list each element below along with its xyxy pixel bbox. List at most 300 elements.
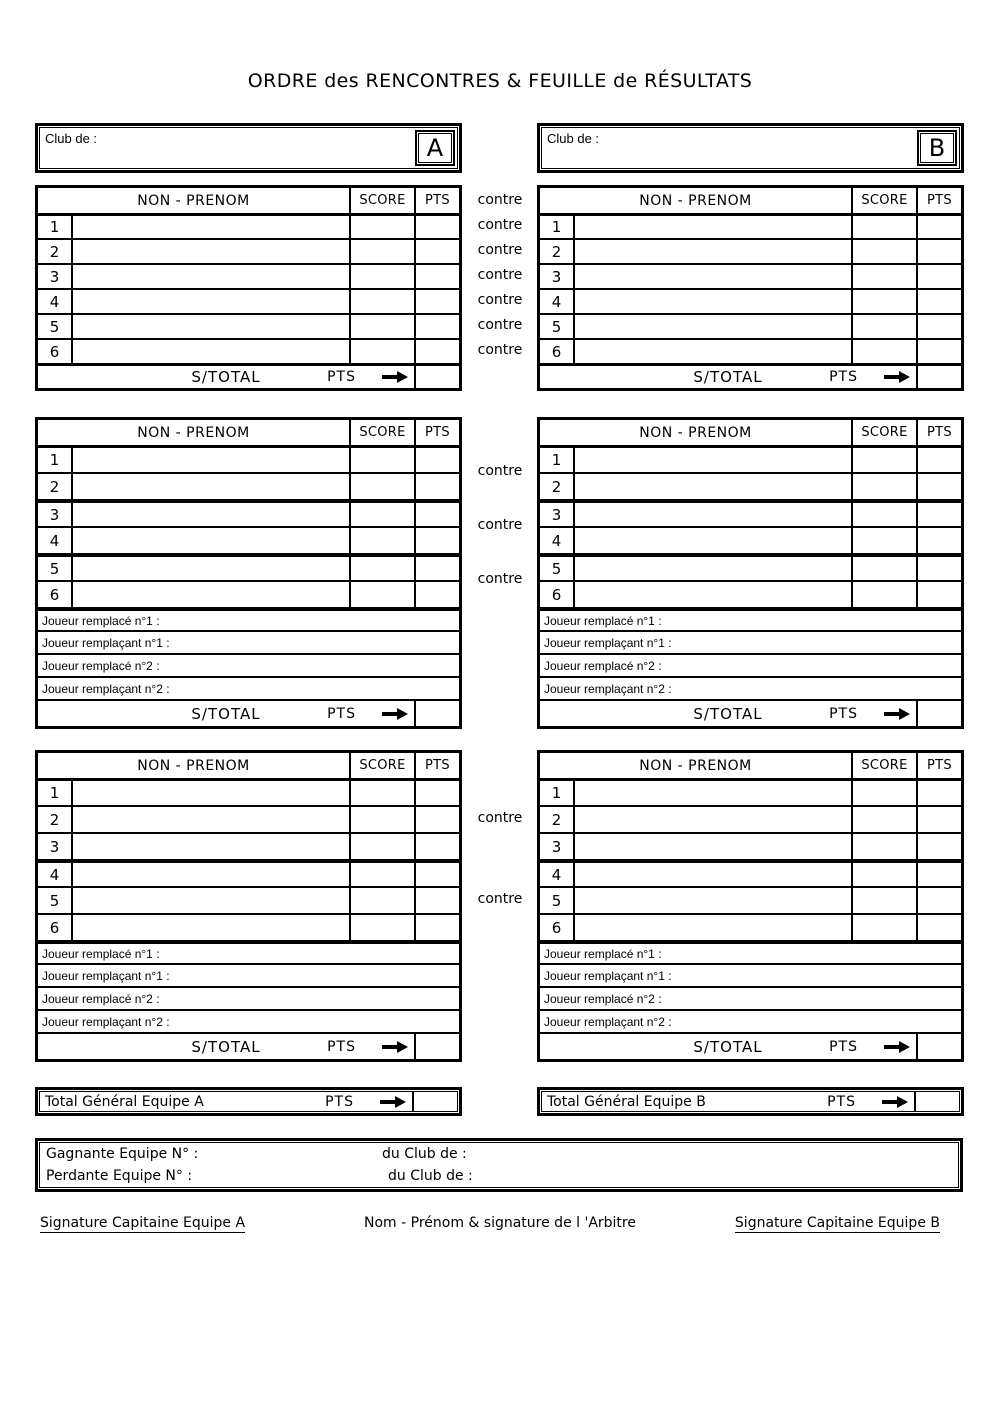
- pts-cell[interactable]: [916, 781, 961, 805]
- pts-cell[interactable]: [916, 290, 961, 313]
- row-number: 2: [38, 807, 73, 832]
- table-header-row: [540, 753, 961, 778]
- subtotal-pts-cell[interactable]: [916, 1034, 961, 1059]
- row-number: 3: [38, 834, 73, 859]
- replaced-2-input[interactable]: [662, 988, 961, 1009]
- pts-cell[interactable]: [916, 528, 961, 553]
- contre-label: contre: [477, 810, 523, 826]
- pts-cell[interactable]: [414, 474, 459, 499]
- total-general-a-label: Total Général Equipe A: [45, 1093, 204, 1110]
- score-cell[interactable]: [851, 557, 916, 580]
- subtotal-row: [38, 363, 459, 388]
- pts-cell[interactable]: [916, 915, 961, 940]
- row-number: 4: [38, 290, 73, 313]
- col-header-pts: PTS: [916, 188, 961, 213]
- player-row: [38, 886, 459, 913]
- player-name-cell[interactable]: [575, 781, 851, 805]
- score-cell[interactable]: [349, 528, 414, 553]
- player-row: [540, 313, 961, 338]
- player-name-cell[interactable]: [73, 888, 349, 913]
- player-row: [540, 886, 961, 913]
- table-header-row: [38, 753, 459, 778]
- loser-club-blank[interactable]: [486, 1168, 950, 1188]
- player-row: [38, 832, 459, 859]
- row-number: 5: [540, 888, 575, 913]
- arrow-right-icon: [884, 371, 910, 383]
- winner-club-blank[interactable]: [480, 1146, 950, 1166]
- replaced-2-row: [38, 653, 459, 676]
- club-b-name-input[interactable]: [544, 148, 911, 166]
- row-number: 5: [38, 888, 73, 913]
- score-cell[interactable]: [851, 315, 916, 338]
- player-row: [540, 263, 961, 288]
- col-header-non-prenom: NON - PRENOM: [639, 757, 752, 774]
- player-name-cell[interactable]: [73, 834, 349, 859]
- row-number: 1: [38, 216, 73, 238]
- row-number: 3: [540, 503, 575, 526]
- player-name-cell[interactable]: [73, 216, 349, 238]
- score-cell[interactable]: [349, 315, 414, 338]
- col-header-score: SCORE: [851, 188, 916, 213]
- replacing-2-row: [38, 676, 459, 699]
- subtotal-row: [540, 363, 961, 388]
- row-number: 5: [540, 315, 575, 338]
- subtotal-label: S/TOTAL: [191, 704, 261, 723]
- replaced-1-label: Joueur remplacé n°1 :: [544, 946, 662, 961]
- subtotal-pts-cell[interactable]: [916, 366, 961, 388]
- player-row: [540, 445, 961, 472]
- row-number: 1: [38, 781, 73, 805]
- player-name-cell[interactable]: [575, 807, 851, 832]
- replaced-1-input[interactable]: [662, 611, 961, 630]
- pts-cell[interactable]: [414, 503, 459, 526]
- row-number: 4: [540, 290, 575, 313]
- table-header-row: [38, 188, 459, 213]
- score-cell[interactable]: [851, 474, 916, 499]
- score-cell[interactable]: [851, 340, 916, 363]
- score-cell[interactable]: [851, 265, 916, 288]
- score-cell[interactable]: [851, 863, 916, 886]
- row-number: 2: [540, 474, 575, 499]
- score-cell[interactable]: [349, 915, 414, 940]
- team-a-round1-table: [35, 185, 462, 391]
- score-cell[interactable]: [349, 216, 414, 238]
- player-row: [540, 553, 961, 580]
- pts-cell[interactable]: [414, 915, 459, 940]
- player-row: [38, 526, 459, 553]
- replaced-2-row: [38, 986, 459, 1009]
- club-a-box: [35, 123, 462, 173]
- contre-label: contre: [477, 342, 523, 358]
- replacing-1-input[interactable]: [170, 965, 459, 986]
- subtotal-row: [38, 1032, 459, 1059]
- player-name-cell[interactable]: [575, 240, 851, 263]
- contre-label: contre: [477, 463, 523, 479]
- club-b-box: [537, 123, 964, 173]
- replaced-2-label: Joueur remplacé n°2 :: [544, 991, 662, 1006]
- replaced-2-row: [540, 653, 961, 676]
- subtotal-pts-cell[interactable]: [916, 701, 961, 726]
- player-row: [540, 832, 961, 859]
- pts-cell[interactable]: [916, 240, 961, 263]
- col-header-non-prenom: NON - PRENOM: [639, 424, 752, 441]
- pts-cell[interactable]: [414, 807, 459, 832]
- player-name-cell[interactable]: [575, 265, 851, 288]
- score-cell[interactable]: [851, 915, 916, 940]
- total-general-b-pts-cell[interactable]: [914, 1092, 959, 1111]
- arrow-right-icon: [882, 1096, 908, 1108]
- replacing-1-row: [540, 963, 961, 986]
- subtotal-pts-label: PTS: [327, 369, 356, 385]
- subtotal-label: S/TOTAL: [191, 368, 261, 386]
- player-row: [540, 238, 961, 263]
- score-cell[interactable]: [851, 781, 916, 805]
- subtotal-label: S/TOTAL: [693, 1037, 763, 1056]
- player-name-cell[interactable]: [73, 240, 349, 263]
- subtotal-row: [540, 699, 961, 726]
- col-header-non-prenom: NON - PRENOM: [137, 192, 250, 209]
- contre-label: contre: [477, 891, 523, 907]
- pts-cell[interactable]: [916, 863, 961, 886]
- winner-number-blank[interactable]: [200, 1146, 375, 1166]
- player-name-cell[interactable]: [73, 340, 349, 363]
- subtotal-pts-label: PTS: [327, 705, 356, 722]
- player-row: [540, 805, 961, 832]
- player-name-cell[interactable]: [73, 474, 349, 499]
- replacing-2-label: Joueur remplaçant n°2 :: [544, 681, 672, 696]
- replacing-2-row: [540, 1009, 961, 1032]
- score-cell[interactable]: [349, 265, 414, 288]
- score-cell[interactable]: [349, 834, 414, 859]
- replacing-1-input[interactable]: [672, 965, 961, 986]
- row-number: 3: [38, 265, 73, 288]
- page-title: ORDRE des RENCONTRES & FEUILLE de RÉSULTATS: [247, 70, 753, 92]
- player-name-cell[interactable]: [73, 863, 349, 886]
- club-a-name-input[interactable]: [42, 148, 409, 166]
- club-label: Club de :: [45, 131, 98, 146]
- player-name-cell[interactable]: [575, 863, 851, 886]
- row-number: 3: [540, 265, 575, 288]
- pts-cell[interactable]: [916, 315, 961, 338]
- player-name-cell[interactable]: [575, 528, 851, 553]
- row-number: 1: [540, 781, 575, 805]
- row-number: 6: [38, 582, 73, 607]
- replaced-2-input[interactable]: [160, 988, 459, 1009]
- player-name-cell[interactable]: [575, 448, 851, 472]
- player-name-cell[interactable]: [73, 315, 349, 338]
- score-cell[interactable]: [349, 781, 414, 805]
- replacing-2-input[interactable]: [170, 1011, 459, 1032]
- subtotal-label: S/TOTAL: [191, 1037, 261, 1056]
- subtotal-label: S/TOTAL: [693, 704, 763, 723]
- replacing-2-row: [38, 1009, 459, 1032]
- score-cell[interactable]: [851, 290, 916, 313]
- score-cell[interactable]: [349, 557, 414, 580]
- team-a-letter-box: [415, 130, 455, 166]
- score-cell[interactable]: [349, 807, 414, 832]
- score-cell[interactable]: [851, 834, 916, 859]
- subtotal-pts-cell[interactable]: [414, 1034, 459, 1059]
- row-number: 2: [540, 807, 575, 832]
- replaced-1-input[interactable]: [662, 944, 961, 963]
- replaced-1-label: Joueur remplacé n°1 :: [42, 613, 160, 628]
- replaced-1-row: [540, 607, 961, 630]
- arrow-right-icon: [382, 371, 408, 383]
- score-cell[interactable]: [349, 888, 414, 913]
- row-number: 5: [38, 557, 73, 580]
- pts-cell[interactable]: [414, 557, 459, 580]
- player-row: [38, 263, 459, 288]
- score-cell[interactable]: [851, 216, 916, 238]
- score-cell[interactable]: [349, 240, 414, 263]
- player-name-cell[interactable]: [73, 582, 349, 607]
- referee-signature-label: Nom - Prénom & signature de l 'Arbitre: [364, 1215, 636, 1231]
- loser-number-blank[interactable]: [200, 1168, 375, 1188]
- contre-label: contre: [477, 242, 523, 258]
- player-row: [38, 313, 459, 338]
- subtotal-pts-cell[interactable]: [414, 701, 459, 726]
- replacing-1-label: Joueur remplaçant n°1 :: [544, 968, 672, 983]
- total-pts-label: PTS: [827, 1093, 856, 1110]
- player-name-cell[interactable]: [73, 781, 349, 805]
- subtotal-pts-cell[interactable]: [414, 366, 459, 388]
- player-row: [540, 913, 961, 940]
- player-name-cell[interactable]: [575, 290, 851, 313]
- player-row: [38, 580, 459, 607]
- player-name-cell[interactable]: [575, 888, 851, 913]
- pts-cell[interactable]: [916, 807, 961, 832]
- pts-cell[interactable]: [414, 265, 459, 288]
- team-a-letter: A: [418, 133, 452, 163]
- player-row: [38, 472, 459, 499]
- player-name-cell[interactable]: [575, 315, 851, 338]
- player-row: [540, 499, 961, 526]
- team-a-round2-table: [35, 417, 462, 729]
- team-b-round1-table: [537, 185, 964, 391]
- player-name-cell[interactable]: [73, 557, 349, 580]
- replacing-1-row: [38, 630, 459, 653]
- replacing-1-row: [540, 630, 961, 653]
- replaced-2-label: Joueur remplacé n°2 :: [42, 658, 160, 673]
- replaced-2-row: [540, 986, 961, 1009]
- row-number: 6: [540, 915, 575, 940]
- table-header-row: [540, 420, 961, 445]
- loser-label: Perdante Equipe N° :: [46, 1168, 193, 1184]
- score-cell[interactable]: [851, 240, 916, 263]
- player-name-cell[interactable]: [73, 528, 349, 553]
- loser-club-label: du Club de :: [388, 1168, 473, 1184]
- player-name-cell[interactable]: [575, 216, 851, 238]
- replaced-1-label: Joueur remplacé n°1 :: [42, 946, 160, 961]
- replacing-1-label: Joueur remplaçant n°1 :: [544, 635, 672, 650]
- score-cell[interactable]: [851, 582, 916, 607]
- pts-cell[interactable]: [414, 863, 459, 886]
- replaced-2-input[interactable]: [160, 655, 459, 676]
- score-cell[interactable]: [349, 448, 414, 472]
- pts-cell[interactable]: [414, 582, 459, 607]
- team-a-round3-table: [35, 750, 462, 1062]
- row-number: 2: [38, 474, 73, 499]
- row-number: 4: [540, 863, 575, 886]
- pts-cell[interactable]: [916, 582, 961, 607]
- pts-cell[interactable]: [916, 557, 961, 580]
- pts-cell[interactable]: [414, 834, 459, 859]
- player-name-cell[interactable]: [575, 582, 851, 607]
- pts-cell[interactable]: [916, 216, 961, 238]
- player-name-cell[interactable]: [73, 290, 349, 313]
- player-row: [38, 238, 459, 263]
- player-row: [38, 778, 459, 805]
- row-number: 6: [38, 915, 73, 940]
- contre-label: contre: [477, 317, 523, 333]
- pts-cell[interactable]: [414, 781, 459, 805]
- replacing-2-input[interactable]: [672, 1011, 961, 1032]
- score-cell[interactable]: [349, 340, 414, 363]
- contre-label: contre: [477, 292, 523, 308]
- col-header-score: SCORE: [851, 420, 916, 445]
- col-header-pts: PTS: [916, 420, 961, 445]
- table-header-row: [540, 188, 961, 213]
- subtotal-row: [540, 1032, 961, 1059]
- pts-cell[interactable]: [414, 315, 459, 338]
- col-header-pts: PTS: [414, 420, 459, 445]
- col-header-pts: PTS: [414, 188, 459, 213]
- arrow-right-icon: [382, 708, 408, 720]
- contre-label: contre: [477, 217, 523, 233]
- pts-cell[interactable]: [916, 834, 961, 859]
- replacing-2-input[interactable]: [672, 678, 961, 699]
- pts-cell[interactable]: [414, 340, 459, 363]
- col-header-pts: PTS: [916, 753, 961, 778]
- col-header-score: SCORE: [349, 753, 414, 778]
- pts-cell[interactable]: [916, 265, 961, 288]
- player-name-cell[interactable]: [575, 557, 851, 580]
- player-name-cell[interactable]: [73, 448, 349, 472]
- col-header-non-prenom: NON - PRENOM: [137, 757, 250, 774]
- player-name-cell[interactable]: [73, 265, 349, 288]
- player-name-cell[interactable]: [575, 915, 851, 940]
- player-row: [38, 913, 459, 940]
- arrow-right-icon: [380, 1096, 406, 1108]
- pts-cell[interactable]: [414, 216, 459, 238]
- player-name-cell[interactable]: [575, 503, 851, 526]
- player-row: [540, 580, 961, 607]
- subtotal-pts-label: PTS: [829, 369, 858, 385]
- row-number: 4: [38, 528, 73, 553]
- player-row: [38, 553, 459, 580]
- player-row: [540, 778, 961, 805]
- row-number: 5: [38, 315, 73, 338]
- player-name-cell[interactable]: [575, 474, 851, 499]
- pts-cell[interactable]: [414, 528, 459, 553]
- replaced-2-input[interactable]: [662, 655, 961, 676]
- row-number: 2: [540, 240, 575, 263]
- pts-cell[interactable]: [916, 503, 961, 526]
- player-row: [38, 805, 459, 832]
- replaced-2-label: Joueur remplacé n°2 :: [544, 658, 662, 673]
- replacing-1-input[interactable]: [672, 632, 961, 653]
- replacing-1-label: Joueur remplaçant n°1 :: [42, 968, 170, 983]
- replaced-1-row: [38, 940, 459, 963]
- pts-cell[interactable]: [916, 448, 961, 472]
- signature-captain-b-label: Signature Capitaine Equipe B: [734, 1215, 940, 1231]
- score-cell[interactable]: [349, 474, 414, 499]
- row-number: 6: [540, 340, 575, 363]
- arrow-right-icon: [382, 1041, 408, 1053]
- table-header-row: [38, 420, 459, 445]
- col-header-non-prenom: NON - PRENOM: [137, 424, 250, 441]
- replaced-1-row: [540, 940, 961, 963]
- player-name-cell[interactable]: [73, 807, 349, 832]
- player-row: [38, 288, 459, 313]
- replaced-2-label: Joueur remplacé n°2 :: [42, 991, 160, 1006]
- col-header-non-prenom: NON - PRENOM: [639, 192, 752, 209]
- player-row: [38, 445, 459, 472]
- player-name-cell[interactable]: [73, 915, 349, 940]
- pts-cell[interactable]: [916, 888, 961, 913]
- replacing-2-row: [540, 676, 961, 699]
- arrow-right-icon: [884, 1041, 910, 1053]
- score-cell[interactable]: [349, 863, 414, 886]
- row-number: 4: [540, 528, 575, 553]
- replaced-1-input[interactable]: [160, 611, 459, 630]
- score-cell[interactable]: [349, 582, 414, 607]
- score-cell[interactable]: [851, 503, 916, 526]
- replaced-1-row: [38, 607, 459, 630]
- subtotal-pts-label: PTS: [829, 1038, 858, 1055]
- row-number: 1: [38, 448, 73, 472]
- player-row: [540, 472, 961, 499]
- arrow-right-icon: [884, 708, 910, 720]
- contre-label: contre: [477, 192, 523, 208]
- pts-cell[interactable]: [414, 290, 459, 313]
- contre-label: contre: [477, 517, 523, 533]
- subtotal-label: S/TOTAL: [693, 368, 763, 386]
- col-header-score: SCORE: [349, 188, 414, 213]
- replacing-2-label: Joueur remplaçant n°2 :: [42, 681, 170, 696]
- score-cell[interactable]: [349, 503, 414, 526]
- total-pts-label: PTS: [325, 1093, 354, 1110]
- row-number: 6: [540, 582, 575, 607]
- score-cell[interactable]: [851, 448, 916, 472]
- total-general-b-box: [537, 1087, 964, 1116]
- player-row: [540, 288, 961, 313]
- player-row: [38, 859, 459, 886]
- pts-cell[interactable]: [414, 240, 459, 263]
- pts-cell[interactable]: [916, 340, 961, 363]
- pts-cell[interactable]: [414, 888, 459, 913]
- row-number: 3: [38, 503, 73, 526]
- row-number: 5: [540, 557, 575, 580]
- score-cell[interactable]: [349, 290, 414, 313]
- score-cell[interactable]: [851, 807, 916, 832]
- row-number: 4: [38, 863, 73, 886]
- player-name-cell[interactable]: [73, 503, 349, 526]
- team-b-letter: B: [920, 133, 954, 163]
- pts-cell[interactable]: [414, 448, 459, 472]
- total-general-a-pts-cell[interactable]: [412, 1092, 457, 1111]
- replacing-1-input[interactable]: [170, 632, 459, 653]
- score-cell[interactable]: [851, 888, 916, 913]
- player-name-cell[interactable]: [575, 340, 851, 363]
- row-number: 6: [38, 340, 73, 363]
- player-name-cell[interactable]: [575, 834, 851, 859]
- pts-cell[interactable]: [916, 474, 961, 499]
- replaced-1-input[interactable]: [160, 944, 459, 963]
- player-row: [540, 859, 961, 886]
- replacing-2-input[interactable]: [170, 678, 459, 699]
- score-cell[interactable]: [851, 528, 916, 553]
